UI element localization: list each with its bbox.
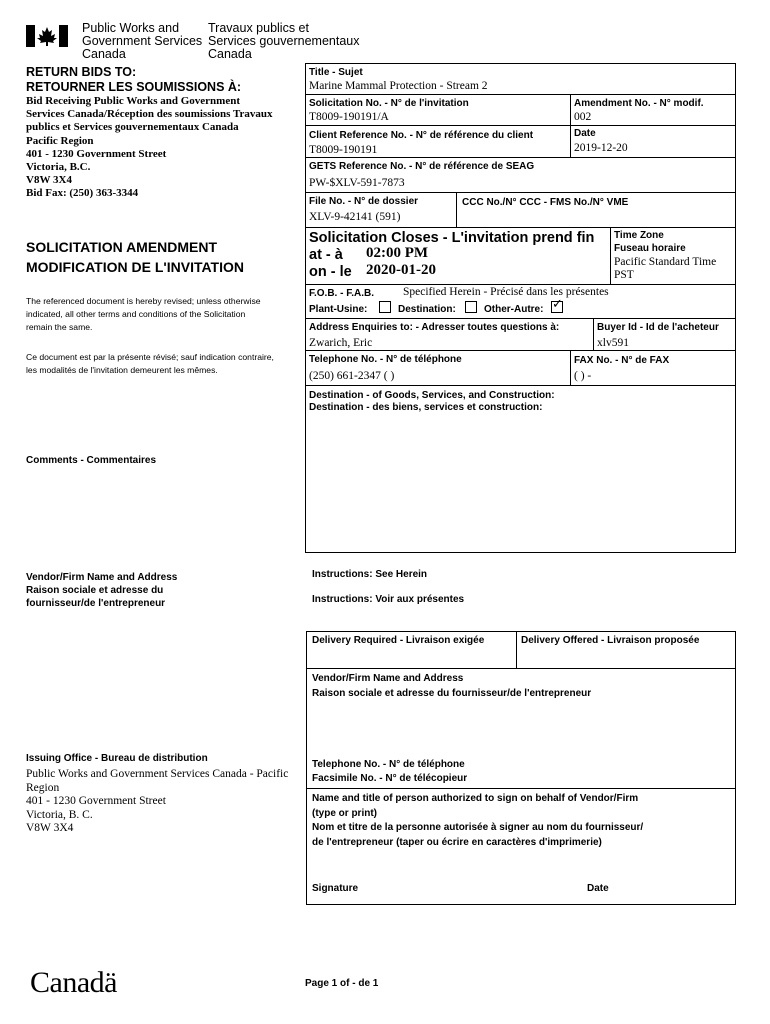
instructions-en: Instructions: See Herein: [312, 569, 428, 580]
amendment-no-label: Amendment No. - N° modif.: [574, 98, 704, 109]
instructions-fr: Instructions: Voir aux présentes: [312, 594, 465, 605]
vendor-facsimile-label: Facsimile No. - N° de télécopieur: [312, 773, 468, 784]
other-autre-label: Other-Autre:: [484, 304, 544, 315]
department-name-fr: [208, 22, 359, 61]
plant-usine-checkbox[interactable]: [379, 301, 391, 313]
return-bids-heading: [26, 65, 241, 95]
authorized-line: (type or print): [312, 807, 377, 819]
checkmark-icon: ✓: [552, 297, 563, 312]
time-zone-label-fr: Fuseau horaire: [614, 243, 686, 254]
gets-ref-label: GETS Reference No. - N° de référence de SEAG: [309, 161, 535, 172]
other-autre-checkbox[interactable]: [551, 297, 563, 313]
amendment-title-en: SOLICITATION AMENDMENT: [26, 239, 218, 255]
closing-date-value: 2020-01-20: [366, 262, 436, 278]
vendor-telephone-label: Telephone No. - N° de téléphone: [312, 759, 465, 770]
authorized-line: de l'entrepreneur (taper ou écrire en caractères d'imprimerie): [312, 836, 602, 848]
canada-wordmark-logo: Canadä: [30, 966, 117, 999]
signature-date-label: Date: [587, 883, 609, 894]
buyer-id-label: Buyer Id - Id de l'acheteur: [597, 322, 719, 333]
return-bids-address: Bid Receiving Public Works and Government Services Canada/Réception des soumissions Travaux publics et Services gouvernementaux Canada Pacific Region 401 - 1230 Government Street Victoria, B.C. V8W 3X4 Bid Fax: (250) 363-3344: [26, 95, 273, 200]
amendment-title: [26, 237, 244, 277]
time-zone-label-en: Time Zone: [614, 230, 664, 241]
department-name-en: [82, 22, 202, 61]
title-label: Title - Sujet: [309, 67, 363, 78]
fax-label: FAX No. - N° de FAX: [574, 355, 670, 366]
fob-label: F.O.B. - F.A.B.: [309, 288, 374, 299]
destination-checkbox[interactable]: [465, 301, 477, 313]
destination-goods-label-fr: Destination - des biens, services et construction:: [309, 402, 543, 413]
date-value: 2019-12-20: [574, 142, 628, 154]
at-label: at - à: [309, 247, 343, 263]
time-zone-abbrev: PST: [614, 269, 634, 281]
enquiries-value: Zwarich, Eric: [309, 337, 373, 349]
dept-en-line: Public Works and: [82, 21, 180, 35]
on-label: on - le: [309, 264, 352, 280]
dept-en-line: Government Services: [82, 34, 203, 48]
authorized-person-label: [312, 792, 643, 850]
buyer-id-value: xlv591: [597, 337, 629, 349]
gets-ref-value: PW-$XLV-591-7873: [309, 177, 405, 189]
amendment-no-value: 002: [574, 111, 592, 123]
solicitation-closes-label: Solicitation Closes - L'invitation prend fin: [309, 230, 595, 246]
closing-time-value: 02:00 PM: [366, 245, 429, 261]
issuing-office-label: Issuing Office - Bureau de distribution: [26, 753, 208, 764]
solicitation-no-label: Solicitation No. - N° de l'invitation: [309, 98, 469, 109]
vendor-name-label-fr: Raison sociale et adresse du fournisseur/de l'entrepreneur: [312, 688, 592, 699]
comments-label: Comments - Commentaires: [26, 455, 157, 466]
fax-value: ( ) -: [574, 370, 592, 382]
client-ref-value: T8009-190191: [309, 144, 378, 156]
signature-label: Signature: [312, 883, 359, 894]
amendment-title-fr: MODIFICATION DE L'INVITATION: [26, 259, 244, 275]
vendor-name-label-en: Vendor/Firm Name and Address: [312, 673, 464, 684]
client-ref-label: Client Reference No. - N° de référence du client: [309, 130, 534, 141]
time-zone-value: Pacific Standard Time: [614, 256, 717, 268]
vendor-firm-label-left: Vendor/Firm Name and Address Raison sociale et adresse du fournisseur/de l'entrepreneur: [26, 572, 178, 609]
solicitation-no-value: T8009-190191/A: [309, 111, 389, 123]
destination-label: Destination:: [398, 304, 456, 315]
destination-goods-label-en: Destination - of Goods, Services, and Construction:: [309, 390, 555, 401]
page-number: Page 1 of - de 1: [305, 978, 379, 989]
dept-fr-line: Canada: [208, 47, 252, 61]
return-bids-heading-fr: RETOURNER LES SOUMISSIONS À:: [26, 80, 242, 94]
telephone-value: (250) 661-2347 ( ): [309, 370, 395, 382]
file-no-value: XLV-9-42141 (591): [309, 211, 401, 223]
enquiries-label: Address Enquiries to: - Adresser toutes questions à:: [309, 322, 560, 333]
amendment-text-fr: Ce document est par la présente révisé; sauf indication contraire, les modalités de l'invitation demeurent les mêmes.: [26, 352, 274, 375]
date-label: Date: [574, 128, 596, 139]
fob-value: Specified Herein - Précisé dans les présentes: [403, 286, 609, 298]
authorized-line: Name and title of person authorized to sign on behalf of Vendor/Firm: [312, 793, 639, 804]
telephone-label: Telephone No. - N° de téléphone: [309, 354, 462, 365]
delivery-required-label: Delivery Required - Livraison exigée: [312, 635, 485, 646]
plant-usine-label: Plant-Usine:: [309, 304, 368, 315]
canada-flag-icon: [26, 25, 68, 47]
ccc-no-label: CCC No./N° CCC - FMS No./N° VME: [462, 197, 629, 208]
return-bids-heading-en: RETURN BIDS TO:: [26, 65, 137, 79]
issuing-office-address: Public Works and Government Services Canada - Pacific Region 401 - 1230 Government Street Victoria, B. C. V8W 3X4: [26, 768, 289, 834]
file-no-label: File No. - N° de dossier: [309, 196, 419, 207]
dept-fr-line: Services gouvernementaux: [208, 34, 360, 48]
dept-en-line: Canada: [82, 47, 126, 61]
delivery-offered-label: Delivery Offered - Livraison proposée: [521, 635, 700, 646]
authorized-line: Nom et titre de la personne autorisée à signer au nom du fournisseur/: [312, 822, 644, 833]
title-value: Marine Mammal Protection - Stream 2: [309, 80, 488, 92]
dept-fr-line: Travaux publics et: [208, 21, 309, 35]
amendment-text-en: The referenced document is hereby revised; unless otherwise indicated, all other terms and conditions of the Solicitation remain the same.: [26, 296, 261, 332]
